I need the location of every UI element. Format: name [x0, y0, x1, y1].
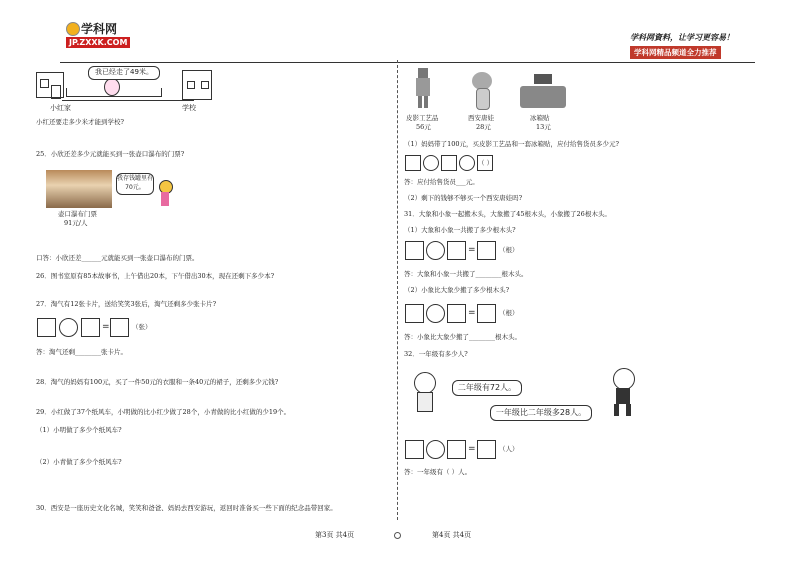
q24-label-school: 学校 [182, 104, 196, 112]
item-1-price: 56元 [416, 123, 431, 131]
item-3-price: 13元 [536, 123, 551, 131]
header-slogan: 学科网資料，让学习更容易！ [630, 32, 734, 42]
fridge-magnet-image [520, 70, 566, 108]
q29-text: 29．小红做了37个纸风车，小明做的比小红少做了28个，小青做的比小红做的少19个。 [36, 408, 291, 416]
q30-sub1: （1）妈妈带了100元，买皮影工艺品和一套冰箱贴，应付给售货员多少元? [404, 140, 620, 148]
page-divider [397, 60, 398, 520]
q28-text: 28．淘气的妈妈有100元，买了一件50元的衣服和一条40元的裙子，还剩多少元钱? [36, 378, 279, 386]
q31-text: 31．大象和小象一起搬木头，大象搬了45根木头，小象搬了26根木头。 [404, 210, 611, 218]
q32-box-2[interactable] [447, 440, 466, 459]
header-rule [60, 62, 755, 63]
q27-answer: 答：淘气还剩________张卡片。 [36, 348, 127, 356]
q32-bubble-1: 二年级有72人。 [452, 380, 522, 396]
girl-illustration-3 [412, 372, 436, 412]
item-1-name: 皮影工艺品 [406, 114, 439, 122]
q31-sub2: （2）小象比大象少搬了多少根木头? [404, 286, 510, 294]
q31-circle-1[interactable] [426, 241, 445, 260]
q31-result-box-1[interactable] [477, 241, 496, 260]
q31-box-2[interactable] [447, 241, 466, 260]
q27-text: 27．淘气有12张卡片，送给笑笑3张后，淘气还剩多少张卡片? [36, 300, 217, 308]
q32-answer: 答：一年级有（ ）人。 [404, 468, 472, 476]
q27-result-box[interactable] [110, 318, 129, 337]
q31-result-box-2[interactable] [477, 304, 496, 323]
q27-operator-circle[interactable] [59, 318, 78, 337]
q24-text: 小红还要走多少米才能到学校? [36, 118, 124, 126]
q25-answer: 口答：小欣还差______元就能买到一张壶口瀑布的门票。 [36, 254, 199, 262]
q32-unit: （人） [499, 445, 519, 453]
house-illustration [36, 72, 64, 98]
q30-box-2[interactable] [441, 155, 457, 171]
logo-name: 学科网 [81, 22, 118, 36]
q29-sub1: （1）小明做了多少个纸风车? [36, 426, 122, 434]
q31-box-1[interactable] [405, 241, 424, 260]
q32-bubble-2: 一年级比二年级多28人。 [490, 405, 592, 421]
q26-text: 26．图书室原有85本故事书，上午借出20本，下午借出30本，现在还剩下多少本? [36, 272, 275, 280]
waterfall-photo [46, 170, 112, 208]
school-illustration [182, 70, 212, 100]
logo-url: JP.ZXXK.COM [66, 37, 130, 48]
q25-caption-1: 壶口瀑布门票 [58, 210, 97, 218]
item-2-price: 28元 [476, 123, 491, 131]
q32-text: 32．一年级有多少人? [404, 350, 468, 358]
q31-box-3[interactable] [405, 304, 424, 323]
q25-text: 25．小欣还差多少元就能买到一张壶口瀑布的门票? [36, 150, 185, 158]
q24-label-home: 小红家 [50, 104, 71, 112]
logo [66, 20, 126, 60]
q25-speech-bubble: 我存钱罐里有70元。 [116, 173, 154, 195]
q31-equals-2: = [468, 308, 476, 318]
q30-answer1: 答：应付给售货员___元。 [404, 178, 479, 186]
q31-circle-2[interactable] [426, 304, 445, 323]
q32-circle[interactable] [426, 440, 445, 459]
tang-doll-image [470, 72, 494, 108]
item-2-name: 西安唐娃 [468, 114, 494, 122]
q31-sub1: （1）大象和小象一共搬了多少根木头? [404, 226, 516, 234]
q30-box-1[interactable] [405, 155, 421, 171]
q32-box-1[interactable] [405, 440, 424, 459]
q30-paren: （ ） [478, 159, 494, 167]
q27-unit: （张） [132, 323, 152, 331]
logo-icon [66, 22, 80, 36]
q27-answer-box-2[interactable] [81, 318, 100, 337]
distance-bracket [66, 88, 162, 97]
header-banner: 学科网精品频道全力推荐 [630, 46, 721, 59]
q25-caption-2: 91元/人 [64, 219, 88, 227]
q31-answer2: 答：小象比大象少搬了________根木头。 [404, 333, 521, 341]
q32-result-box[interactable] [477, 440, 496, 459]
q31-box-4[interactable] [447, 304, 466, 323]
q31-answer1: 答：大象和小象一共搬了________根木头。 [404, 270, 528, 278]
boy-illustration [608, 368, 638, 416]
q30-circle-1[interactable] [423, 155, 439, 171]
right-page-footer: 第4页 共4页 [432, 531, 472, 539]
q31-unit-2: （根） [499, 309, 519, 317]
left-page-footer: 第3页 共4页 [315, 531, 355, 539]
girl-illustration-2 [158, 180, 172, 210]
q27-equals: = [102, 322, 110, 332]
shadow-puppet-image [414, 68, 432, 110]
q30-text: 30．西安是一座历史文化名城，笑笑和爸爸、妈妈去西安游玩，返回时准备买一些下面的纪念品带回家。 [36, 504, 337, 512]
q29-sub2: （2）小青做了多少个纸风车? [36, 458, 122, 466]
q32-equals: = [468, 444, 476, 454]
q30-circle-2[interactable] [459, 155, 475, 171]
item-3-name: 冰箱贴 [530, 114, 550, 122]
distance-line [62, 100, 194, 101]
q24-speech-bubble: 我已经走了49米。 [88, 66, 160, 80]
page-marker [394, 532, 401, 539]
q31-unit-1: （根） [499, 246, 519, 254]
q31-equals-1: = [468, 245, 476, 255]
q27-answer-box-1[interactable] [37, 318, 56, 337]
q30-sub2: （2）剩下的钱够不够买一个西安唐娃吗? [404, 194, 523, 202]
